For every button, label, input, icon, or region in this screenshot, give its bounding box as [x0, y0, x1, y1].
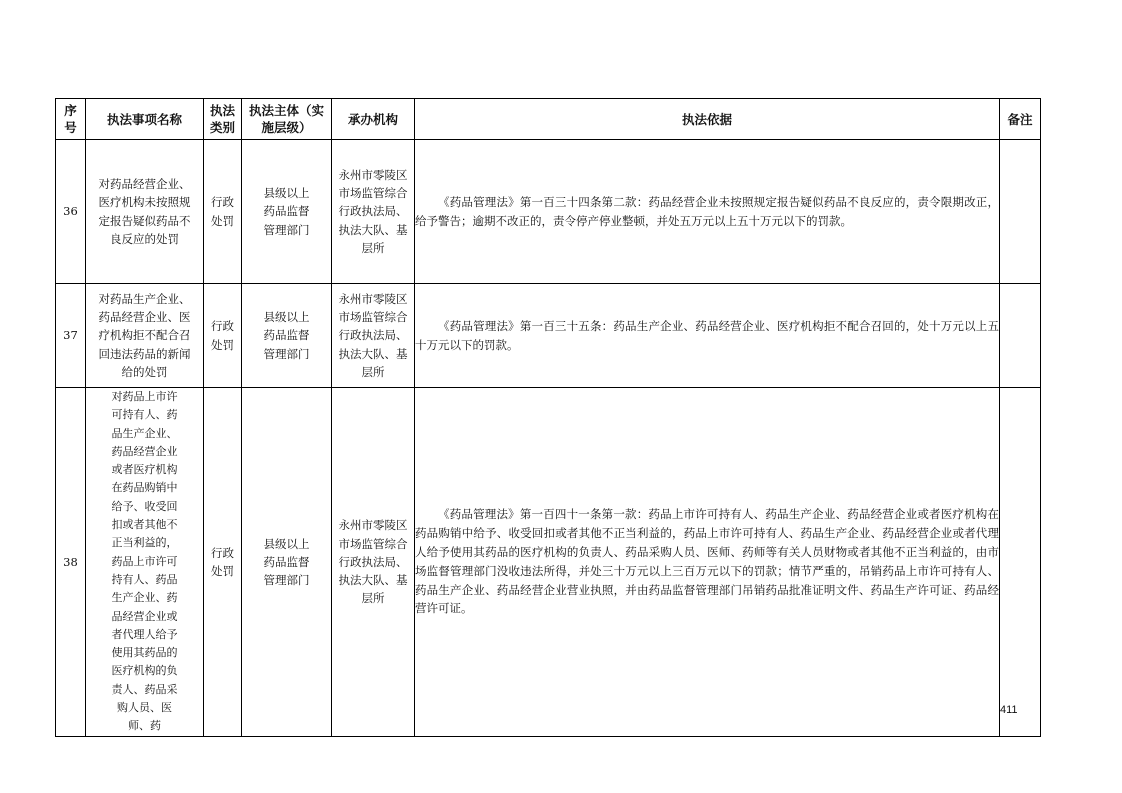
header-basis: 执法依据: [415, 99, 1000, 140]
row-agency: 永州市零陵区市场监管综合行政执法局、执法大队、基层所: [332, 388, 415, 737]
page-number: 411: [1000, 704, 1018, 716]
row-category: 行政处罚: [204, 140, 242, 284]
row-agency: 永州市零陵区市场监管综合行政执法局、执法大队、基层所: [332, 140, 415, 284]
table-header-row: [56, 99, 1041, 140]
row-basis: 《药品管理法》第一百四十一条第一款：药品上市许可持有人、药品生产企业、药品经营企业或者医疗机构在药品购销中给予、收受回扣或者其他不正当利益的，药品上市许可持有人、药品生产企业、药品经营企业或者代理人给予使用其药品的医疗机构的负责人、药品采购人员、医师、药师等有关人员财物或者其他不正当利益的，由市场监督管理部门没收违法所得，并处三十万元以上三百万元以下的罚款；情节严重的，吊销药品上市许可持有人、药品生产企业、药品经营企业营业执照，并由药品监督管理部门吊销药品批准证明文件、药品生产许可证、药品经营许可证。: [415, 388, 1000, 737]
header-remark: 备注: [1000, 99, 1041, 140]
row-item-name: 对药品上市许可持有人、药品生产企业、药品经营企业或者医疗机构在药品购销中给予、收受回扣或者其他不正当利益的，药品上市许可持有人、药品生产企业、药品经营企业或者代理人给予使用其药品的医疗机构的负责人、药品采购人员、医师、药: [86, 388, 204, 737]
table-row: [56, 140, 1041, 284]
header-category: 执法类别: [204, 99, 242, 140]
row-category: 行政处罚: [204, 388, 242, 737]
row-category: 行政处罚: [204, 284, 242, 388]
row-agency: 永州市零陵区市场监管综合行政执法局、执法大队、基层所: [332, 284, 415, 388]
table-row: [56, 388, 1041, 737]
row-remark: [1000, 140, 1041, 284]
row-subject: 县级以上药品监督管理部门: [242, 284, 332, 388]
enforcement-table: [55, 98, 1041, 737]
header-agency: 承办机构: [332, 99, 415, 140]
row-seq: 36: [56, 140, 86, 284]
row-subject: 县级以上药品监督管理部门: [242, 140, 332, 284]
table-row: [56, 284, 1041, 388]
row-remark: [1000, 388, 1041, 737]
row-basis: 《药品管理法》第一百三十四条第二款：药品经营企业未按照规定报告疑似药品不良反应的，责令限期改正，给予警告；逾期不改正的，责令停产停业整顿，并处五万元以上五十万元以下的罚款。: [415, 140, 1000, 284]
header-item-name: 执法事项名称: [86, 99, 204, 140]
row-item-name: 对药品经营企业、医疗机构未按照规定报告疑似药品不良反应的处罚: [86, 140, 204, 284]
header-seq: 序号: [56, 99, 86, 140]
header-subject: 执法主体（实施层级）: [242, 99, 332, 140]
row-item-name: 对药品生产企业、药品经营企业、医疗机构拒不配合召回违法药品的新闻给的处罚: [86, 284, 204, 388]
row-subject: 县级以上药品监督管理部门: [242, 388, 332, 737]
row-seq: 38: [56, 388, 86, 737]
row-remark: [1000, 284, 1041, 388]
row-seq: 37: [56, 284, 86, 388]
row-basis: 《药品管理法》第一百三十五条：药品生产企业、药品经营企业、医疗机构拒不配合召回的，处十万元以上五十万元以下的罚款。: [415, 284, 1000, 388]
